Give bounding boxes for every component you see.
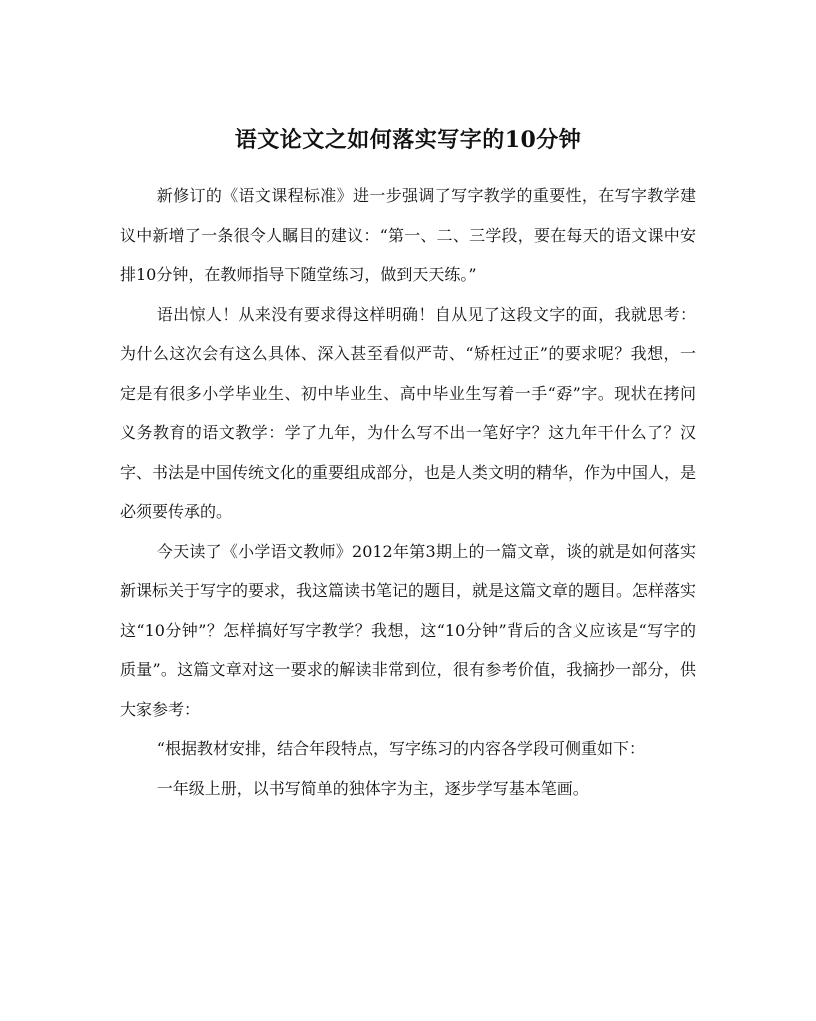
document-body (120, 176, 696, 808)
paragraph-1: 新修订的《语文课程标准》进一步强调了写字教学的重要性，在写字教学建议中新增了一条很令人瞩目的建议：“第一、二、三学段，要在每天的语文课中安排10分钟，在教师指导下随堂练习，做到天天练。” (120, 186, 696, 284)
paragraph-5: 一年级上册，以书写简单的独体字为主，逐步学写基本笔画。 (156, 778, 589, 798)
paragraph-4: “根据教材安排，结合年段特点，写字练习的内容各学段可侧重如下： (156, 739, 645, 758)
paragraph-2: 语出惊人！从来没有要求得这样明确！自从见了这段文字的面，我就思考：为什么这次会有这么具体、深入甚至看似严苛、“矫枉过正”的要求呢？我想，一定是有很多小学毕业生、初中毕业生、高中毕业生写着一手“孬”字。现状在拷问义务教育的语文教学：学了九年，为什么写不出一笔好字？这九年干什么了？汉字、书法是中国传统文化的重要组成部分，也是人类文明的精华，作为中国人，是必须要传承的。 (120, 304, 697, 521)
document-title: 语文论文之如何落实写字的10分钟 (234, 126, 582, 153)
paragraph-3: 今天读了《小学语文教师》2012年第3期上的一篇文章，谈的就是如何落实新课标关于写字的要求，我这篇读书笔记的题目，就是这篇文章的题目。怎样落实这“10分钟”？怎样搞好写字教学？我想，这“10分钟”背后的含义应该是“写字的质量”。这篇文章对这一要求的解读非常到位，很有参考价值，我摘抄一部分，供大家参考： (120, 541, 697, 719)
